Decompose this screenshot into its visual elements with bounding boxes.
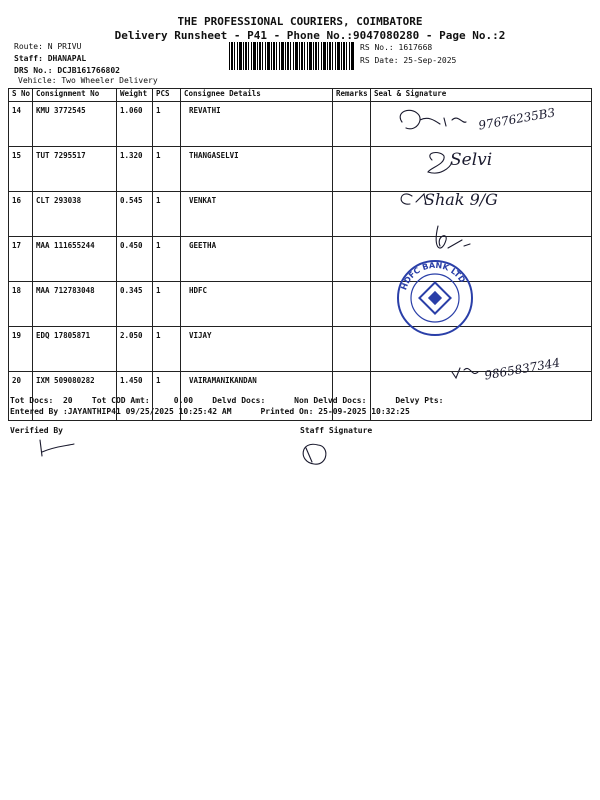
cell-sno: 19 bbox=[9, 327, 33, 372]
cell-weight: 0.545 bbox=[117, 192, 153, 237]
cell-consignment: TUT 7295517 bbox=[33, 147, 117, 192]
cell-consignment: IXM 509080282 bbox=[33, 372, 117, 421]
col-remarks: Remarks bbox=[333, 89, 371, 102]
col-weight: Weight bbox=[117, 89, 153, 102]
cell-sno: 17 bbox=[9, 237, 33, 282]
staff-signature-label: Staff Signature bbox=[300, 426, 373, 435]
cell-sno: 15 bbox=[9, 147, 33, 192]
cell-pcs: 1 bbox=[153, 192, 181, 237]
staff-signature-mark bbox=[303, 444, 326, 464]
col-sno: S No bbox=[9, 89, 33, 102]
cell-pcs: 1 bbox=[153, 147, 181, 192]
cell-consignee: REVATHI bbox=[181, 102, 333, 147]
verified-by-label: Verified By bbox=[10, 426, 63, 435]
verified-signature-mark bbox=[40, 440, 74, 456]
handwritten-name-16: Shak 9/G bbox=[424, 190, 498, 209]
cell-consignee: VENKAT bbox=[181, 192, 333, 237]
col-consignee: Consignee Details bbox=[181, 89, 333, 102]
cell-weight: 1.060 bbox=[117, 102, 153, 147]
cell-weight: 0.450 bbox=[117, 237, 153, 282]
col-pcs: PCS bbox=[153, 89, 181, 102]
route-label: Route: N PRIVU bbox=[14, 42, 82, 51]
runsheet-subtitle: Delivery Runsheet - P41 - Phone No.:9047080280 - Page No.:2 bbox=[114, 29, 506, 42]
cell-consignee: THANGASELVI bbox=[181, 147, 333, 192]
handwritten-phone-14: 97676235B3 bbox=[477, 105, 557, 133]
cell-weight: 1.450 bbox=[117, 372, 153, 421]
cell-weight: 0.345 bbox=[117, 282, 153, 327]
cell-consignee: VIJAY bbox=[181, 327, 333, 372]
signature-row20 bbox=[452, 368, 478, 378]
signature-row16 bbox=[401, 194, 426, 204]
rs-number: RS No.: 1617668 bbox=[360, 43, 433, 52]
handwritten-name-15: Selvi bbox=[450, 150, 493, 170]
cell-consignee: HDFC bbox=[181, 282, 333, 327]
cell-pcs: 1 bbox=[153, 282, 181, 327]
handwritten-phone-20: 9865837344 bbox=[483, 355, 561, 383]
drs-number: DRS No.: DCJB161766802 bbox=[14, 66, 120, 75]
signature-row17 bbox=[436, 226, 470, 248]
cell-consignment: MAA 111655244 bbox=[33, 237, 117, 282]
stamp-text: HDFC BANK LTD bbox=[399, 260, 468, 292]
cell-consignment: KMU 3772545 bbox=[33, 102, 117, 147]
totals-line: Tot Docs: 20 Tot COD Amt: 0.00 Delvd Docs: Non Delvd Docs: Delvy Pts: bbox=[10, 396, 444, 405]
cell-pcs: 1 bbox=[153, 102, 181, 147]
cell-pcs: 1 bbox=[153, 237, 181, 282]
cell-pcs: 1 bbox=[153, 372, 181, 421]
cell-consignee: GEETHA bbox=[181, 237, 333, 282]
cell-weight: 2.050 bbox=[117, 327, 153, 372]
col-consignment: Consignment No bbox=[33, 89, 117, 102]
entered-printed-line: Entered By :JAYANTHIP41 09/25/2025 10:25:42 AM Printed On: 25-09-2025 10:32:25 bbox=[10, 407, 410, 416]
company-title: THE PROFESSIONAL COURIERS, COIMBATORE bbox=[177, 15, 423, 28]
rs-date: RS Date: 25-Sep-2025 bbox=[360, 56, 457, 65]
cell-pcs: 1 bbox=[153, 327, 181, 372]
signature-row15 bbox=[428, 153, 452, 174]
col-seal-signature: Seal & Signature bbox=[371, 89, 592, 102]
cell-sno: 18 bbox=[9, 282, 33, 327]
cell-sno: 14 bbox=[9, 102, 33, 147]
cell-consignment: CLT 293038 bbox=[33, 192, 117, 237]
cell-consignee: VAIRAMANIKANDAN bbox=[181, 372, 333, 421]
signature-row14 bbox=[400, 110, 466, 129]
staff-label: Staff: DHANAPAL bbox=[14, 54, 87, 63]
cell-consignment: MAA 712783048 bbox=[33, 282, 117, 327]
cell-weight: 1.320 bbox=[117, 147, 153, 192]
vehicle-label: Vehicle: Two Wheeler Delivery bbox=[18, 76, 158, 85]
cell-sno: 16 bbox=[9, 192, 33, 237]
cell-consignment: EDQ 17805871 bbox=[33, 327, 117, 372]
cell-sno: 20 bbox=[9, 372, 33, 421]
bank-stamp bbox=[395, 258, 475, 338]
